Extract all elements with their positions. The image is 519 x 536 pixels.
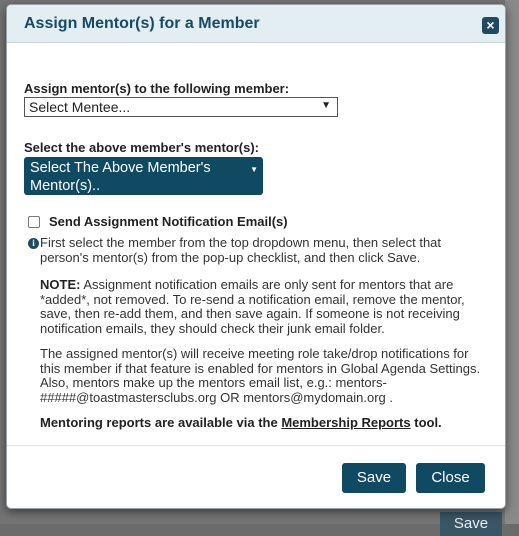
info-icon: i <box>28 238 39 249</box>
mentee-select[interactable] <box>24 97 338 117</box>
footer-divider <box>7 445 505 446</box>
close-icon[interactable]: × <box>482 17 499 34</box>
background-save-button: Save <box>440 512 502 536</box>
background-panel <box>505 0 519 524</box>
reports-paragraph <box>40 416 490 431</box>
assign-mentor-dialog <box>6 4 506 509</box>
mentor-label: Select the above member's mentor(s): <box>24 140 259 155</box>
mentee-label: Assign mentor(s) to the following member: <box>24 81 290 96</box>
dialog-title: Assign Mentor(s) for a Member <box>24 15 260 32</box>
save-button[interactable]: Save <box>342 463 406 493</box>
reports-prefix: Mentoring reports are available via the <box>40 415 282 430</box>
reports-suffix: tool. <box>410 415 442 430</box>
mentee-select-value: Select Mentee... <box>29 99 131 115</box>
select-mentors-label: Select The Above Member's Mentor(s).. <box>30 160 211 194</box>
close-button[interactable]: Close <box>416 463 485 493</box>
send-email-checkbox[interactable] <box>28 216 40 228</box>
dropdown-arrow-icon: ▼ <box>250 165 258 174</box>
assigned-paragraph: The assigned mentor(s) will receive meeting role take/drop notifications for this member if that feature is enabled for mentors in Global Agenda Settings. Also, mentors make up the mentors email list, e.g.: mentors-#####@toastmastersclubs.org OR mentors@mydomain.org . <box>40 346 481 405</box>
dropdown-arrow-icon: ▼ <box>321 100 331 111</box>
info-text: First select the member from the top dropdown menu, then select that person's mentor(s) from the pop-up checklist, and then click Save. <box>40 235 442 265</box>
send-email-label: Send Assignment Notification Email(s) <box>49 214 288 229</box>
select-mentors-button[interactable] <box>24 157 263 195</box>
note-text: Assignment notification emails are only sent for mentors that are *added*, not removed. To re-send a notification email, remove the mentor, save, then re-add them, and then save again. If someone is not receiving notification emails, they should check their junk email folder. <box>40 277 465 336</box>
dialog-header <box>7 5 505 43</box>
note-paragraph <box>40 278 490 336</box>
note-label: NOTE: <box>40 277 81 292</box>
membership-reports-link[interactable]: Membership Reports <box>281 415 411 430</box>
